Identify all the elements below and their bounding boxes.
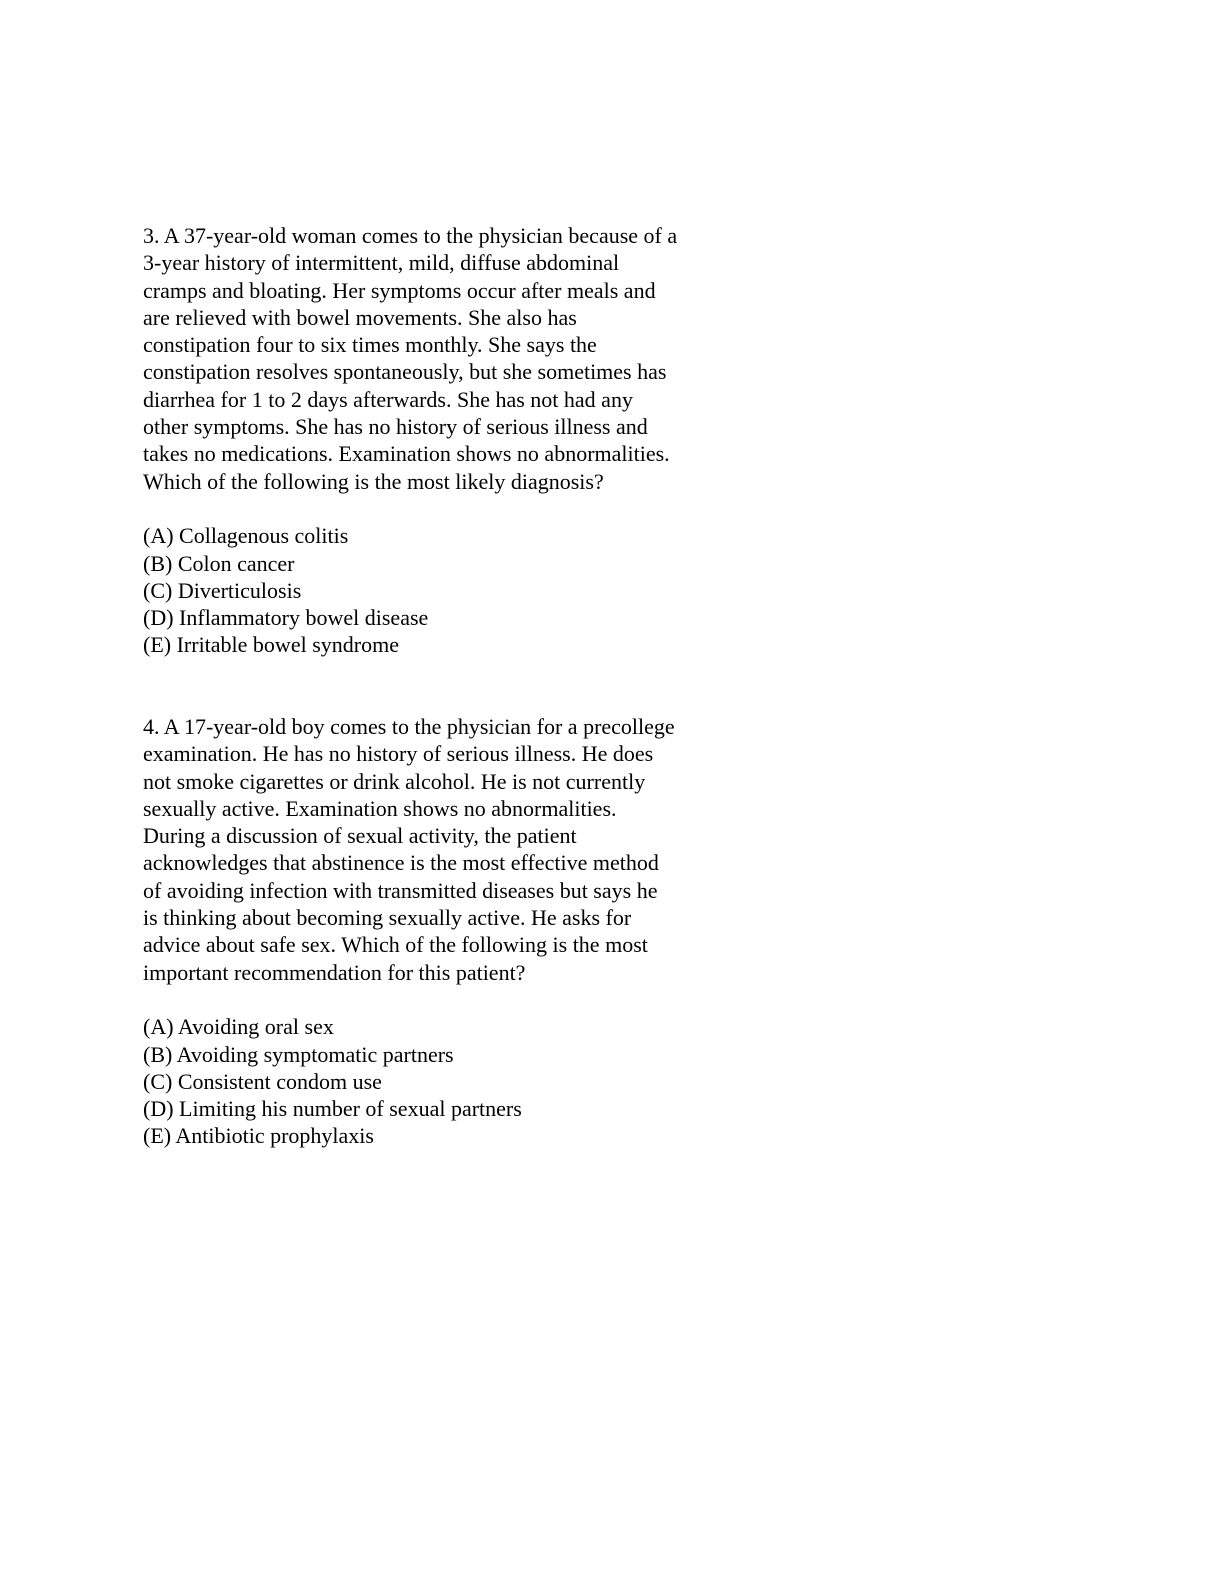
stem-line: of avoiding infection with transmitted diseases but says he	[143, 877, 658, 903]
stem-line: Which of the following is the most likely diagnosis?	[143, 468, 604, 494]
stem-line: constipation resolves spontaneously, but she sometimes has	[143, 359, 667, 385]
stem-line: is thinking about becoming sexually active. He asks for	[143, 905, 632, 931]
question-stem	[143, 222, 763, 495]
stem-line: 3-year history of intermittent, mild, diffuse abdominal	[143, 250, 620, 276]
stem-line: diarrhea for 1 to 2 days afterwards. She has not had any	[143, 386, 633, 412]
stem-line: 4. A 17-year-old boy comes to the physician for a precollege	[143, 714, 675, 739]
answer-option-d: (D) Limiting his number of sexual partners	[143, 1096, 522, 1122]
stem-line: 3. A 37-year-old woman comes to the physician because of a	[143, 223, 678, 248]
answer-option-e: (E) Antibiotic prophylaxis	[143, 1123, 374, 1149]
stem-line: examination. He has no history of serious illness. He does	[143, 741, 654, 767]
stem-line: cramps and bloating. Her symptoms occur after meals and	[143, 277, 656, 303]
answer-option-a: (A) Avoiding oral sex	[143, 1014, 334, 1040]
stem-line: not smoke cigarettes or drink alcohol. He is not currently	[143, 768, 646, 794]
answer-options	[143, 1013, 763, 1149]
answer-option-b: (B) Avoiding symptomatic partners	[143, 1041, 454, 1067]
question-4	[143, 713, 763, 1150]
stem-line: important recommendation for this patient?	[143, 959, 526, 985]
answer-option-d: (D) Inflammatory bowel disease	[143, 605, 429, 631]
answer-option-c: (C) Consistent condom use	[143, 1068, 382, 1094]
answer-option-b: (B) Colon cancer	[143, 550, 295, 576]
stem-line: During a discussion of sexual activity, the patient	[143, 823, 577, 849]
stem-line: other symptoms. She has no history of serious illness and	[143, 414, 648, 440]
stem-line: takes no medications. Examination shows no abnormalities.	[143, 441, 670, 467]
answer-option-c: (C) Diverticulosis	[143, 577, 302, 603]
answer-options	[143, 522, 763, 658]
stem-line: sexually active. Examination shows no abnormalities.	[143, 795, 617, 821]
answer-option-a: (A) Collagenous colitis	[143, 523, 349, 549]
stem-line: advice about safe sex. Which of the following is the most	[143, 932, 648, 958]
stem-line: are relieved with bowel movements. She also has	[143, 304, 577, 330]
answer-option-e: (E) Irritable bowel syndrome	[143, 632, 399, 658]
stem-line: acknowledges that abstinence is the most effective method	[143, 850, 659, 876]
stem-line: constipation four to six times monthly. She says the	[143, 332, 597, 358]
question-3	[143, 222, 763, 659]
question-stem	[143, 713, 763, 986]
